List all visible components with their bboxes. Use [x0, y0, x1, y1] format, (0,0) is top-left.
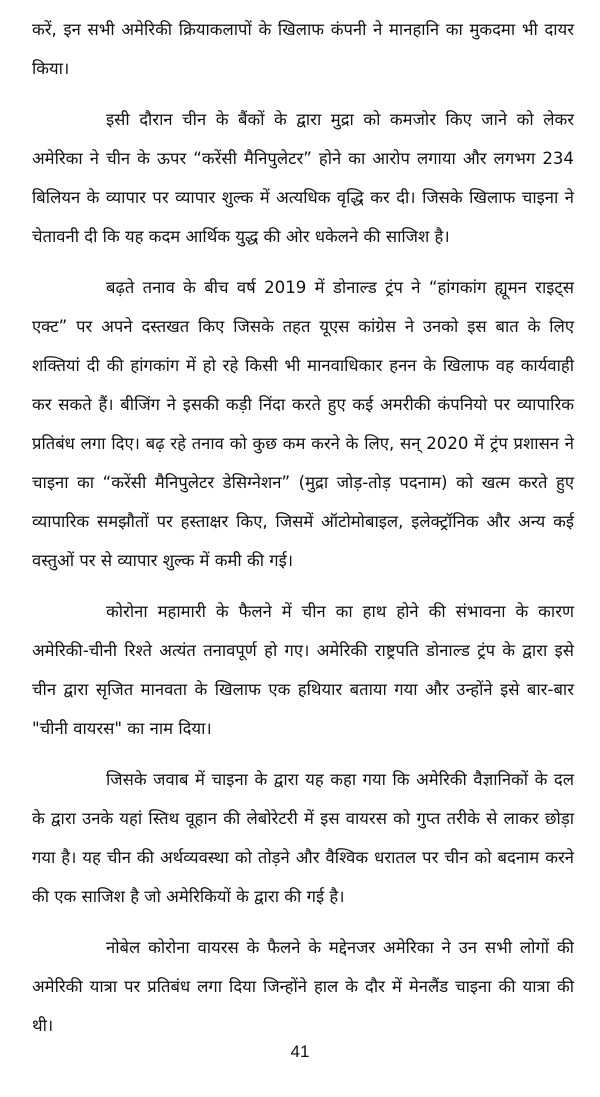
page-number: 41	[290, 1042, 310, 1061]
page-body	[32, 10, 574, 1045]
paragraph-hong-kong-act: बढ़ते तनाव के बीच वर्ष 2019 में डोनाल्ड ट्रंप ने “हांगकांग ह्यूमन राइट्स एक्ट” पर अपने दस्तखत किए जिसके तहत यूएस कांग्रेस ने उनको इस बात के लिए शक्तियां दी की हांगकांग में हो रहे किसी भी मानवाधिकार हनन के खिलाफ वह कार्यवाही कर सकते हैं। बीजिंग ने इसकी कड़ी निंदा करते हुए कई अमरीकी कंपनियो पर व्यापारिक प्रतिबंध लगा दिए। बढ़ रहे तनाव को कुछ कम करने के लिए, सन् 2020 में ट्रंप प्रशासन ने चाइना का “करेंसी मैनिपुलेटर डेसिग्नेशन” (मुद्रा जोड़-तोड़ पदनाम) को खत्म करते हुए व्यापारिक समझौतों पर हस्ताक्षर किए, जिसमें ऑटोमोबाइल, इलेक्ट्रॉनिक और अन्य कई वस्तुओं पर से व्यापार शुल्क में कमी की गई।	[32, 278, 574, 570]
paragraph-currency-manipulator: इसी दौरान चीन के बैंकों के द्वारा मुद्रा को कमजोर किए जाने को लेकर अमेरिका ने चीन के ऊपर “करेंसी मैनिपुलेटर” होने का आरोप लगाया और लगभग 234 बिलियन के व्यापार पर व्यापार शुल्क में अत्यधिक वृद्धि कर दी। जिसके खिलाफ चाइना ने चेतावनी दी कि यह कदम आर्थिक युद्ध की ओर धकेलने की साजिश है।	[32, 110, 574, 246]
paragraph-china-response: जिसके जवाब में चाइना के द्वारा यह कहा गया कि अमेरिकी वैज्ञानिकों के दल के द्वारा उनके यहां स्तिथ वूहान की लेबोरेटरी में इस वायरस को गुप्त तरीके से लाकर छोड़ा गया है। यह चीन की अर्थव्यवस्था को तोड़ने और वैश्विक धरातल पर चीन को बदनाम करने की एक साजिश है जो अमेरिकियों के द्वारा की गई है।	[32, 770, 574, 906]
paragraph-continued: करें, इन सभी अमेरिकी क्रियाकलापों के खिलाफ कंपनी ने मानहानि का मुकदमा भी दायर किया।	[32, 20, 574, 78]
paragraph-corona-pandemic: कोरोना महामारी के फैलने में चीन का हाथ होने की संभावना के कारण अमेरिकी-चीनी रिश्ते अत्यंत तनावपूर्ण हो गए। अमेरिकी राष्ट्रपति डोनाल्ड ट्रंप के द्वारा इसे चीन द्वारा सृजित मानवता के खिलाफ एक हथियार बताया गया और उन्होंने इसे बार-बार "चीनी वायरस" का नाम दिया।	[32, 602, 574, 738]
paragraph-travel-ban: नोबेल कोरोना वायरस के फैलने के मद्देनजर अमेरिका ने उन सभी लोगों की अमेरिकी यात्रा पर प्रतिबंध लगा दिया जिन्होंने हाल के दौर में मेनलैंड चाइना की यात्रा की थी।	[32, 938, 574, 1035]
